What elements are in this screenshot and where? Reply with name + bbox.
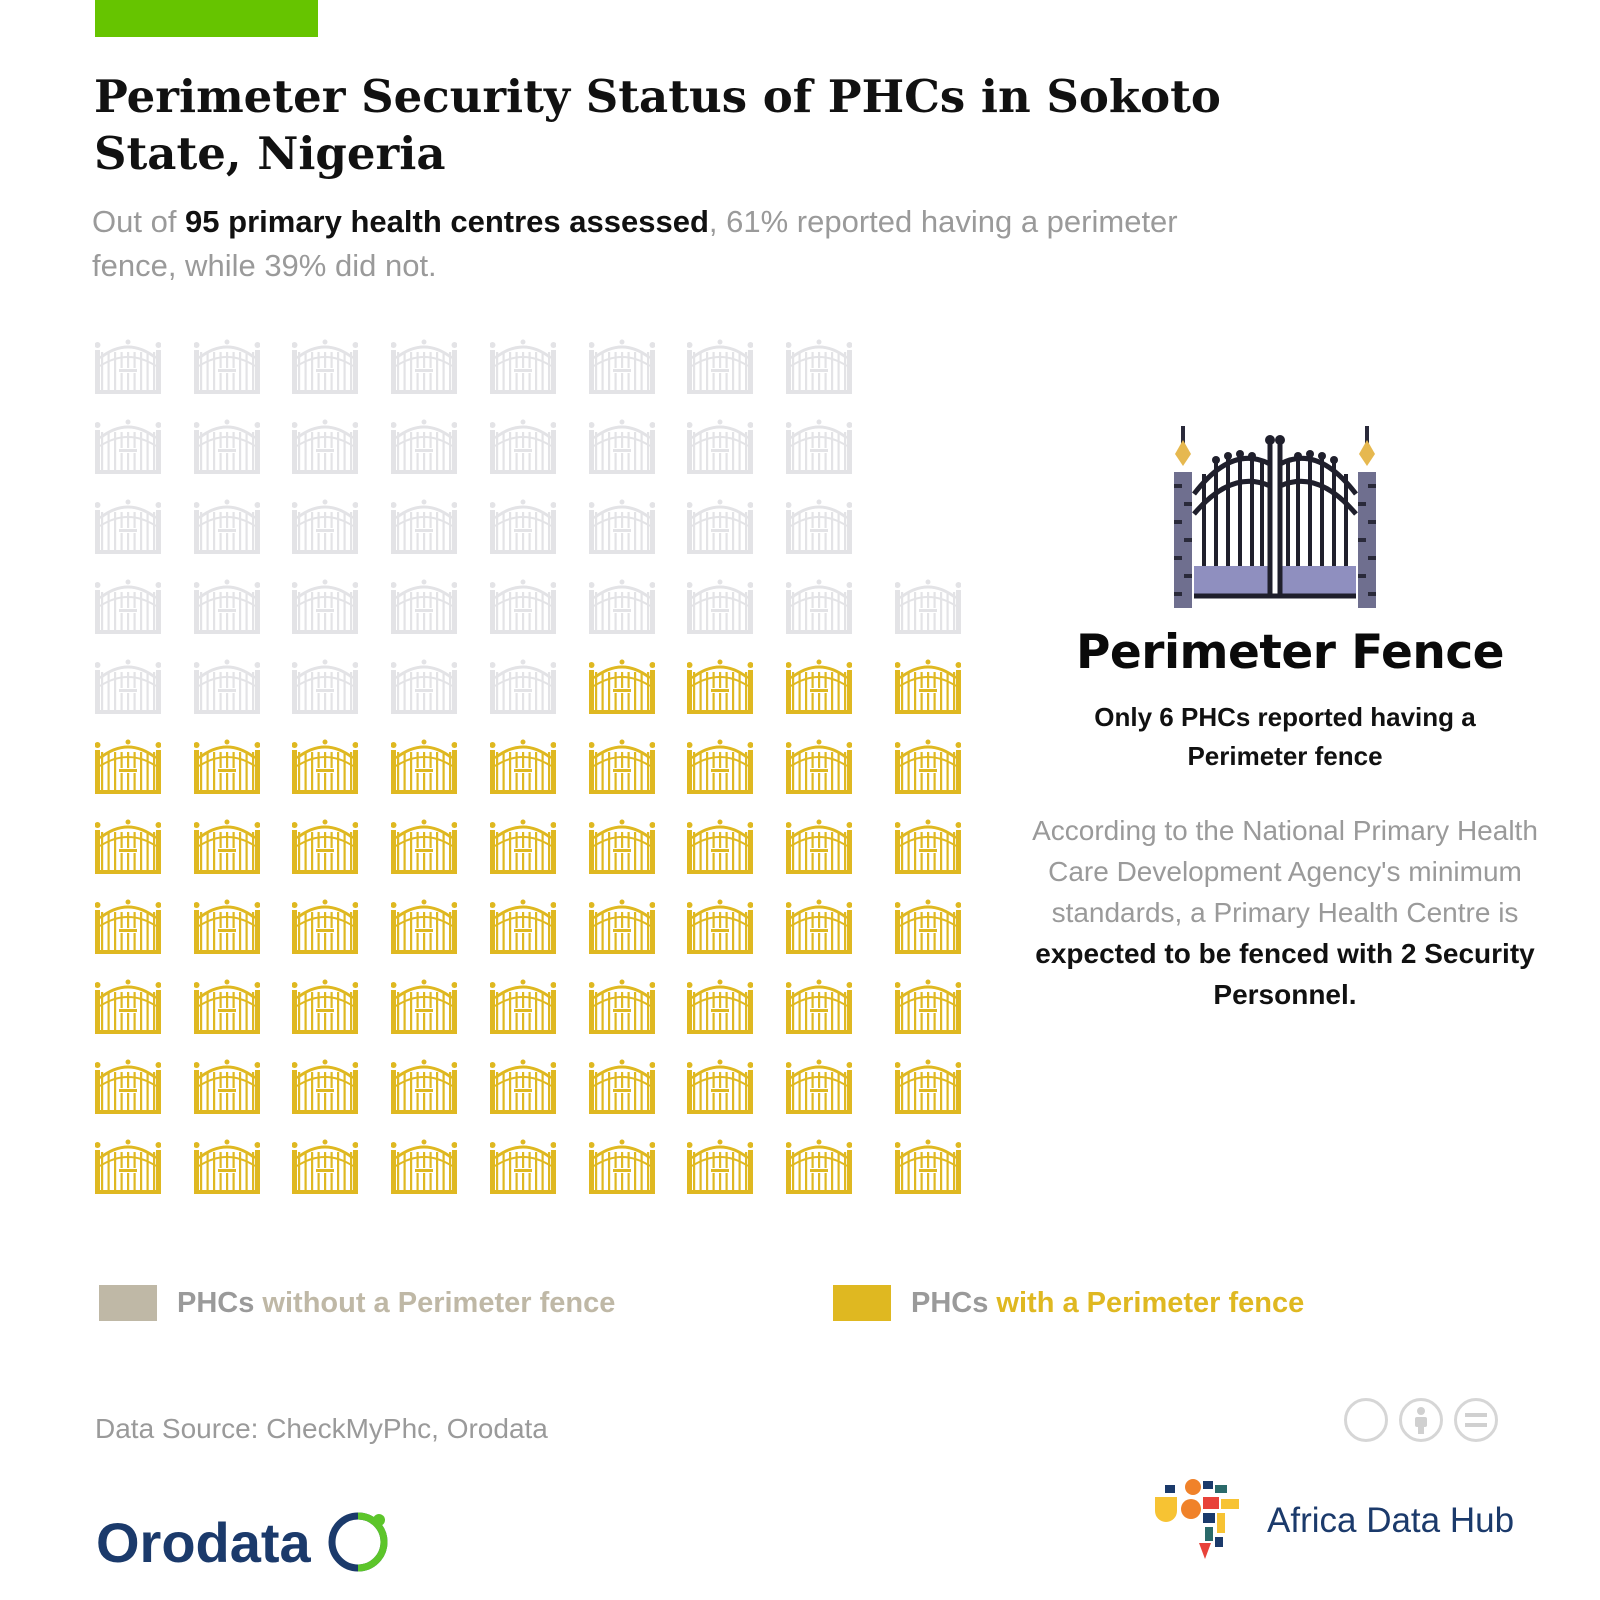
gate-icon-with-fence [292, 976, 358, 1034]
gate-icon-with-fence [687, 656, 753, 714]
gate-icon-with-fence [391, 1056, 457, 1114]
orodata-wordmark-icon [96, 1510, 411, 1576]
gate-icon-without-fence [687, 496, 753, 554]
gate-icon-with-fence [490, 1056, 556, 1114]
gate-icon-with-fence [194, 1056, 260, 1114]
gate-icon-with-fence [895, 736, 961, 794]
gate-icon-without-fence [786, 496, 852, 554]
legend-prefix-with: PHCs [911, 1286, 997, 1319]
gate-icon-with-fence [95, 736, 161, 794]
gate-icon-with-fence [95, 1056, 161, 1114]
data-source: Data Source: CheckMyPhc, Orodata [95, 1413, 548, 1444]
legend-swatch-without [99, 1285, 157, 1321]
callout-note-bold: expected to be fenced with 2 Security Personnel. [1035, 938, 1535, 1010]
gate-icon-with-fence [589, 816, 655, 874]
cc-icon [1344, 1398, 1388, 1442]
gate-icon-with-fence [589, 736, 655, 794]
gate-icon-without-fence [490, 496, 556, 554]
gate-icon-without-fence [391, 576, 457, 634]
gate-icon-without-fence [391, 656, 457, 714]
gate-icon-with-fence [687, 736, 753, 794]
gate-icon-with-fence [786, 736, 852, 794]
gate-icon-with-fence [95, 816, 161, 874]
gate-icon-without-fence [589, 336, 655, 394]
gate-icon-without-fence [589, 416, 655, 474]
license-badges [1344, 1398, 1498, 1442]
gate-icon-with-fence [687, 1136, 753, 1194]
subtitle-pre: Out of [92, 204, 186, 239]
gate-icon-without-fence [292, 416, 358, 474]
gate-icon-with-fence [95, 896, 161, 954]
gate-icon-without-fence [95, 416, 161, 474]
gate-icon-without-fence [687, 576, 753, 634]
attribution-person-icon [1399, 1398, 1443, 1442]
gate-icon-without-fence [786, 576, 852, 634]
gate-icon-with-fence [490, 1136, 556, 1194]
callout-note-text: According to the National Primary Health Care Development Agency's minimum standards, a Primary Health Centre is [1032, 815, 1538, 928]
gate-icon-without-fence [589, 496, 655, 554]
legend-highlight-without: without a Perimeter fence [262, 1286, 616, 1319]
legend-label-with [911, 1287, 1304, 1320]
gate-icon-with-fence [194, 896, 260, 954]
gate-icon-without-fence [490, 576, 556, 634]
gate-icon-without-fence [95, 576, 161, 634]
callout-subheading: Only 6 PHCs reported having a Perimeter fence [1094, 702, 1476, 771]
gate-icon-with-fence [490, 976, 556, 1034]
gate-icon-without-fence [786, 416, 852, 474]
gate-icon-with-fence [194, 1136, 260, 1194]
gate-icon-without-fence [490, 336, 556, 394]
gate-icon-without-fence [194, 336, 260, 394]
gate-icon-without-fence [194, 496, 260, 554]
gate-icon-with-fence [589, 1136, 655, 1194]
gate-icon-with-fence [391, 976, 457, 1034]
gate-icon-with-fence [589, 1056, 655, 1114]
legend-with-fence [833, 1283, 1304, 1323]
callout-note [1030, 810, 1540, 1015]
gate-icon-with-fence [391, 1136, 457, 1194]
gate-icon-with-fence [786, 1136, 852, 1194]
gate-icon-without-fence [95, 336, 161, 394]
gate-icon-with-fence [786, 656, 852, 714]
gate-icon-without-fence [490, 416, 556, 474]
svg-text:Orodata: Orodata [96, 1511, 311, 1574]
gate-icon-with-fence [687, 896, 753, 954]
iron-gate-icon [1170, 424, 1380, 610]
gate-icon-without-fence [687, 336, 753, 394]
gate-icon-with-fence [786, 976, 852, 1034]
africa-data-hub-logo [1155, 1475, 1514, 1567]
callout-heading: Perimeter Fence [1075, 625, 1505, 680]
gate-icon-with-fence [786, 1056, 852, 1114]
gate-icon-without-fence [194, 416, 260, 474]
gate-icon-without-fence [292, 576, 358, 634]
gate-icon-without-fence [895, 576, 961, 634]
gate-icon-with-fence [490, 816, 556, 874]
gate-icon-with-fence [589, 976, 655, 1034]
gate-icon-with-fence [490, 736, 556, 794]
legend-label-without [177, 1287, 615, 1320]
gate-icon-with-fence [895, 1136, 961, 1194]
gate-icon-without-fence [391, 496, 457, 554]
gate-icon-with-fence [786, 816, 852, 874]
gate-icon-with-fence [687, 976, 753, 1034]
gate-icon-with-fence [589, 656, 655, 714]
gate-icon-with-fence [194, 816, 260, 874]
gate-icon-without-fence [490, 656, 556, 714]
africa-data-hub-wordmark: Africa Data Hub [1267, 1501, 1515, 1540]
gate-icon-without-fence [589, 576, 655, 634]
gate-icon-without-fence [95, 656, 161, 714]
legend-swatch-with [833, 1285, 891, 1321]
gate-icon-with-fence [95, 976, 161, 1034]
gate-icon-with-fence [895, 816, 961, 874]
page-title: Perimeter Security Status of PHCs in Sokoto State, Nigeria [94, 70, 1221, 180]
gate-icon-without-fence [194, 656, 260, 714]
subtitle-bold: 95 primary health centres assessed [185, 204, 709, 239]
gate-icon-with-fence [292, 736, 358, 794]
orodata-logo [96, 1510, 411, 1576]
africa-map-icon [1155, 1475, 1247, 1567]
gate-icon-with-fence [194, 736, 260, 794]
gate-icon-with-fence [391, 736, 457, 794]
gate-icon-with-fence [895, 656, 961, 714]
gate-icon-with-fence [292, 816, 358, 874]
legend-without-fence [99, 1283, 615, 1323]
gate-icon-with-fence [95, 1136, 161, 1194]
gate-icon-with-fence [391, 816, 457, 874]
gate-icon-without-fence [391, 416, 457, 474]
gate-icon-without-fence [292, 336, 358, 394]
gate-icon-with-fence [895, 1056, 961, 1114]
gate-icon-with-fence [786, 896, 852, 954]
gate-icon-with-fence [687, 816, 753, 874]
subtitle-post: , 61% reported having a perimeter fence, while 39% did not. [92, 204, 1178, 283]
legend-highlight-with: with a Perimeter fence [996, 1286, 1305, 1319]
gate-icon-with-fence [490, 896, 556, 954]
gate-icon-with-fence [292, 1056, 358, 1114]
gate-icon-without-fence [95, 496, 161, 554]
gate-icon-with-fence [391, 896, 457, 954]
gate-icon-with-fence [687, 1056, 753, 1114]
gate-icon-without-fence [194, 576, 260, 634]
legend-prefix-without: PHCs [177, 1286, 263, 1319]
gate-icon-with-fence [589, 896, 655, 954]
gate-icon-without-fence [786, 336, 852, 394]
gate-icon-without-fence [391, 336, 457, 394]
gate-icon-with-fence [895, 976, 961, 1034]
gate-icon-without-fence [292, 496, 358, 554]
gate-icon-without-fence [292, 656, 358, 714]
gate-icon-with-fence [292, 1136, 358, 1194]
no-derivatives-icon [1454, 1398, 1498, 1442]
gate-icon-without-fence [687, 416, 753, 474]
gate-icon-with-fence [194, 976, 260, 1034]
gate-icon-with-fence [895, 896, 961, 954]
gate-icon-with-fence [292, 896, 358, 954]
waffle-grid [0, 0, 1000, 1200]
